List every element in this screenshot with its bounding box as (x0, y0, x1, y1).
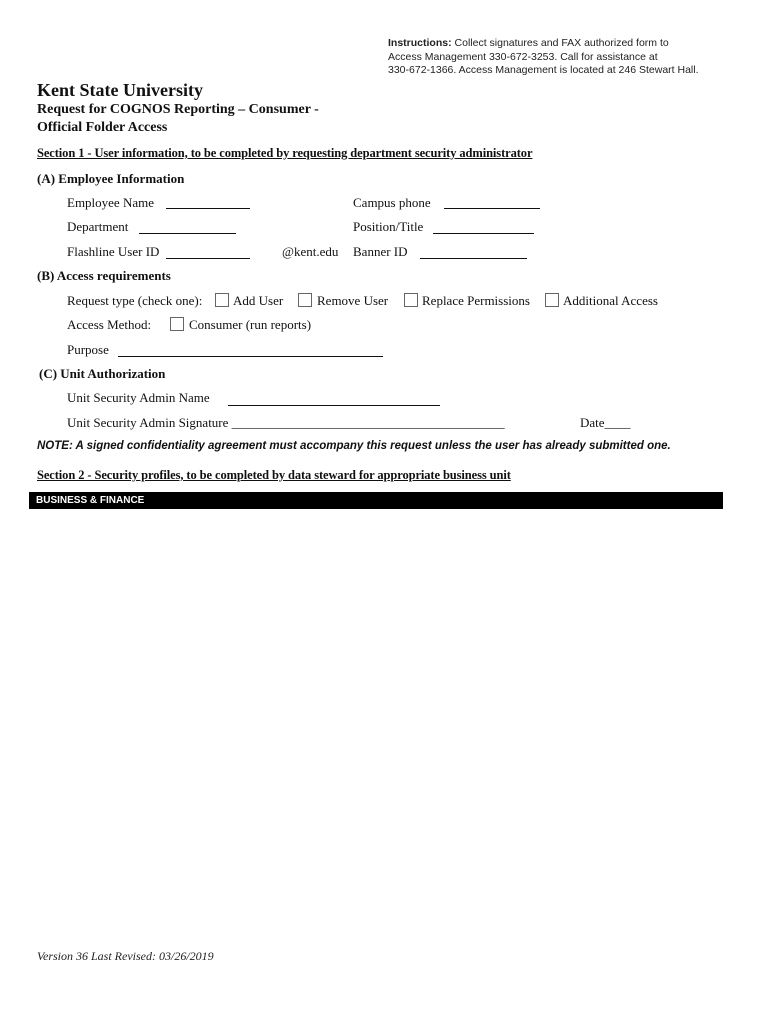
position-title-label: Position/Title (353, 219, 424, 234)
consumer-checkbox[interactable] (170, 317, 184, 331)
instructions-line-1: Collect signatures and FAX authorized form to (454, 37, 669, 49)
position-title-field[interactable] (433, 233, 534, 234)
business-finance-bar: BUSINESS & FINANCE (29, 492, 723, 509)
access-method-label: Access Method: (67, 317, 152, 332)
department-label: Department (67, 219, 129, 234)
instructions-block (388, 37, 738, 78)
remove-user-label: Remove User (317, 293, 389, 308)
additional-access-label: Additional Access (563, 293, 658, 308)
flashline-id-label: Flashline User ID (67, 244, 160, 259)
instructions-line-2: Access Management 330-672-3253. Call for assistance at (388, 50, 658, 63)
kent-email-suffix: @kent.edu (282, 244, 339, 259)
employee-info-heading: (A) Employee Information (37, 171, 185, 186)
banner-id-field[interactable] (420, 258, 527, 259)
add-user-checkbox[interactable] (215, 293, 229, 307)
admin-signature-text: Unit Security Admin Signature (67, 415, 229, 430)
version-footer: Version 36 Last Revised: 03/26/2019 (37, 949, 214, 963)
admin-signature-label (67, 415, 505, 431)
form-title (37, 101, 319, 137)
confidentiality-note: NOTE: A signed confidentiality agreement must accompany this request unless the user has already submitted one. (37, 440, 671, 452)
form-title-line-1: Request for COGNOS Reporting – Consumer - (37, 102, 319, 117)
admin-name-field[interactable] (228, 405, 440, 406)
employee-name-field[interactable] (166, 208, 250, 209)
remove-user-checkbox[interactable] (298, 293, 312, 307)
banner-id-label: Banner ID (353, 244, 408, 259)
additional-access-checkbox[interactable] (545, 293, 559, 307)
replace-permissions-label: Replace Permissions (422, 293, 530, 308)
consumer-label: Consumer (run reports) (189, 317, 312, 332)
form-title-line-2: Official Folder Access (37, 120, 168, 135)
date-label (580, 415, 631, 431)
date-text: Date (580, 415, 605, 430)
flashline-id-field[interactable] (166, 258, 250, 259)
date-line[interactable]: ____ (604, 415, 631, 430)
department-field[interactable] (139, 233, 236, 234)
section-1-heading: Section 1 - User information, to be completed by requesting department security administrator (37, 146, 533, 160)
add-user-label: Add User (233, 293, 284, 308)
employee-name-label: Employee Name (67, 195, 154, 210)
request-type-label: Request type (check one): (67, 293, 203, 308)
section-2-heading: Section 2 - Security profiles, to be completed by data steward for appropriate business unit (37, 468, 511, 482)
instructions-label: Instructions: (388, 37, 452, 49)
replace-permissions-checkbox[interactable] (404, 293, 418, 307)
access-requirements-heading: (B) Access requirements (37, 268, 171, 283)
instructions-line-3: 330-672-1366. Access Management is located at 246 Stewart Hall. (388, 64, 699, 76)
purpose-label: Purpose (67, 342, 109, 357)
purpose-field[interactable] (118, 356, 383, 357)
campus-phone-label: Campus phone (353, 195, 431, 210)
campus-phone-field[interactable] (444, 208, 540, 209)
admin-signature-line[interactable]: __________________________________________ (231, 415, 505, 430)
organization-name: Kent State University (37, 80, 203, 100)
admin-name-label: Unit Security Admin Name (67, 390, 210, 405)
unit-authorization-heading: (C) Unit Authorization (39, 366, 166, 381)
